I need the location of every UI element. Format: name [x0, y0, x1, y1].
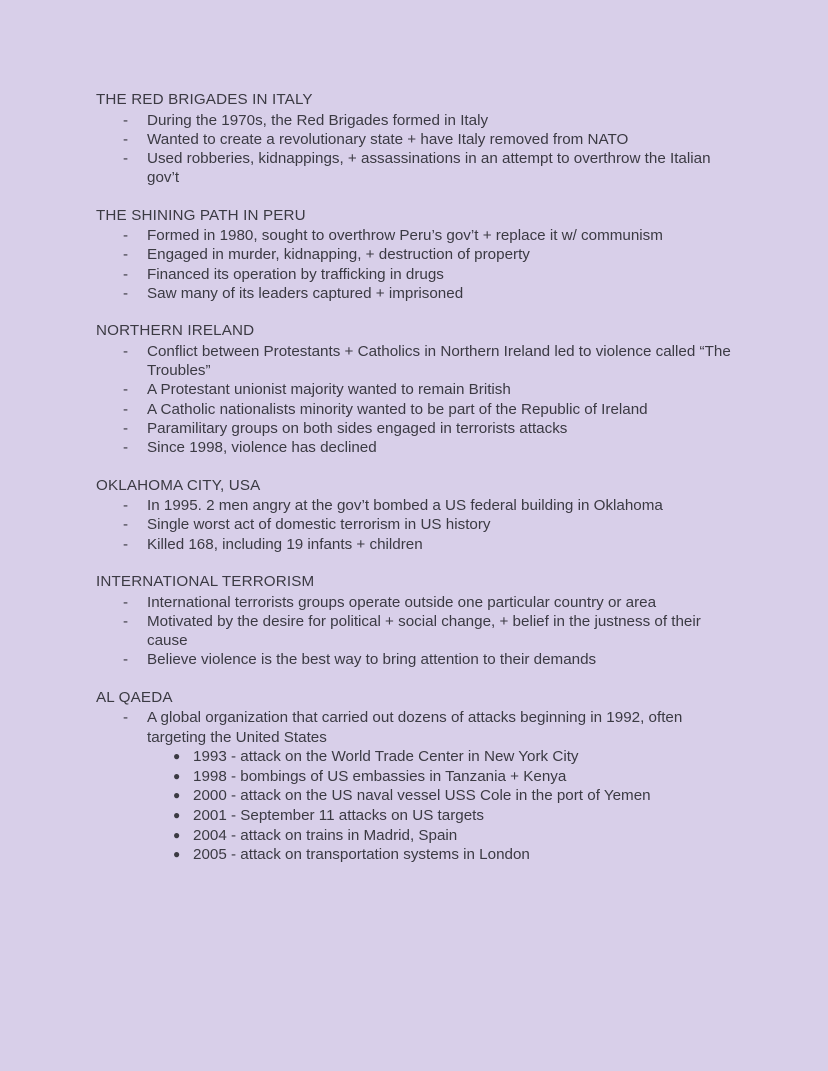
dash-bullet-icon: -	[123, 130, 129, 148]
note-section	[96, 90, 736, 188]
sub-bullet-text: 2005 - attack on transportation systems in London	[193, 846, 530, 864]
bullet-item	[96, 284, 736, 303]
bullet-item	[96, 419, 736, 438]
note-section	[96, 572, 736, 670]
bullet-text: Since 1998, violence has declined	[147, 439, 377, 457]
sub-bullet-text: 1993 - attack on the World Trade Center in New York City	[193, 747, 579, 765]
dash-bullet-icon: -	[123, 497, 129, 515]
dash-bullet-icon: -	[123, 535, 129, 553]
section-heading: OKLAHOMA CITY, USA	[96, 476, 261, 494]
sub-bullet-text: 1998 - bombings of US embassies in Tanzania + Kenya	[193, 767, 567, 785]
dot-bullet-icon: ●	[173, 768, 181, 783]
bullet-item	[96, 245, 736, 264]
bullet-item	[96, 438, 736, 457]
dot-bullet-icon: ●	[173, 807, 181, 822]
dash-bullet-icon: -	[123, 285, 129, 303]
section-heading: NORTHERN IRELAND	[96, 322, 255, 340]
dash-bullet-icon: -	[123, 439, 129, 457]
bullet-list	[96, 708, 736, 865]
dash-bullet-icon: -	[123, 381, 129, 399]
dash-bullet-icon: -	[123, 246, 129, 264]
bullet-text: Formed in 1980, sought to overthrow Peru’s gov’t + replace it w/ communism	[147, 227, 663, 245]
dash-bullet-icon: -	[123, 400, 129, 418]
bullet-list	[96, 496, 736, 554]
dash-bullet-icon: -	[123, 342, 129, 360]
sub-bullet-item	[147, 747, 736, 767]
bullet-item	[96, 265, 736, 284]
bullet-item	[96, 535, 736, 554]
bullet-item	[96, 342, 736, 381]
sub-bullet-item	[147, 806, 736, 826]
note-section	[96, 688, 736, 865]
note-section	[96, 206, 736, 304]
bullet-item	[96, 496, 736, 515]
bullet-text: A Protestant unionist majority wanted to remain British	[147, 381, 511, 399]
bullet-item	[96, 515, 736, 534]
dash-bullet-icon: -	[123, 111, 129, 129]
sub-bullet-text: 2004 - attack on trains in Madrid, Spain	[193, 826, 458, 844]
section-heading: THE RED BRIGADES IN ITALY	[96, 91, 313, 108]
bullet-item	[96, 111, 736, 130]
dash-bullet-icon: -	[123, 593, 129, 611]
bullet-text: Wanted to create a revolutionary state + have Italy removed from NATO	[147, 130, 629, 148]
dash-bullet-icon: -	[123, 227, 129, 245]
bullet-item	[96, 612, 736, 651]
bullet-text: During the 1970s, the Red Brigades formed in Italy	[147, 111, 489, 129]
sub-bullet-item	[147, 767, 736, 787]
bullet-item	[96, 226, 736, 245]
dash-bullet-icon: -	[123, 265, 129, 283]
dash-bullet-icon: -	[123, 420, 129, 438]
bullet-text: Engaged in murder, kidnapping, + destruction of property	[147, 246, 530, 264]
bullet-item	[96, 593, 736, 612]
bullet-text: International terrorists groups operate outside one particular country or area	[147, 593, 657, 611]
bullet-item	[96, 149, 736, 188]
section-heading: INTERNATIONAL TERRORISM	[96, 573, 315, 591]
bullet-list	[96, 342, 736, 458]
bullet-text: A Catholic nationalists minority wanted to be part of the Republic of Ireland	[147, 400, 648, 418]
dash-bullet-icon: -	[123, 516, 129, 534]
section-heading: THE SHINING PATH IN PERU	[96, 206, 306, 224]
section-heading: AL QAEDA	[96, 688, 173, 706]
bullet-text: Used robberies, kidnappings, + assassinations in an attempt to overthrow the Italian gov’t	[147, 150, 711, 187]
dash-bullet-icon: -	[123, 651, 129, 669]
bullet-item	[96, 400, 736, 419]
bullet-item	[96, 380, 736, 399]
bullet-text: A global organization that carried out dozens of attacks beginning in 1992, often targeting the United States	[147, 709, 683, 746]
dot-bullet-icon: ●	[173, 788, 181, 803]
bullet-text: Financed its operation by trafficking in drugs	[147, 265, 444, 283]
bullet-list	[96, 226, 736, 303]
dash-bullet-icon: -	[123, 612, 129, 630]
dot-bullet-icon: ●	[173, 827, 181, 842]
bullet-text: Killed 168, including 19 infants + children	[147, 535, 423, 553]
sub-bullet-item	[147, 845, 736, 865]
bullet-text: Paramilitary groups on both sides engaged in terrorists attacks	[147, 420, 568, 438]
sub-bullet-item	[147, 786, 736, 806]
bullet-item	[96, 650, 736, 669]
bullet-item	[96, 708, 736, 865]
note-section	[96, 476, 736, 554]
dot-bullet-icon: ●	[173, 847, 181, 862]
sub-bullet-text: 2000 - attack on the US naval vessel USS Cole in the port of Yemen	[193, 787, 651, 805]
sub-bullet-item	[147, 826, 736, 846]
note-section	[96, 321, 736, 457]
bullet-text: Conflict between Protestants + Catholics in Northern Ireland led to violence called “The Troubles”	[147, 342, 731, 380]
bullet-text: In 1995. 2 men angry at the gov’t bombed a US federal building in Oklahoma	[147, 497, 663, 515]
sub-bullet-text: 2001 - September 11 attacks on US targets	[193, 806, 484, 824]
bullet-list	[96, 593, 736, 670]
dot-bullet-icon: ●	[173, 748, 181, 763]
bullet-list	[96, 111, 736, 188]
notes-body	[96, 90, 736, 865]
sub-bullet-list	[147, 747, 736, 865]
dash-bullet-icon: -	[123, 709, 129, 727]
dash-bullet-icon: -	[123, 150, 129, 168]
bullet-text: Motivated by the desire for political + social change, + belief in the justness of their cause	[147, 612, 701, 650]
bullet-text: Believe violence is the best way to bring attention to their demands	[147, 651, 597, 669]
bullet-text: Single worst act of domestic terrorism in US history	[147, 516, 491, 534]
bullet-text: Saw many of its leaders captured + imprisoned	[147, 285, 464, 303]
bullet-item	[96, 130, 736, 149]
